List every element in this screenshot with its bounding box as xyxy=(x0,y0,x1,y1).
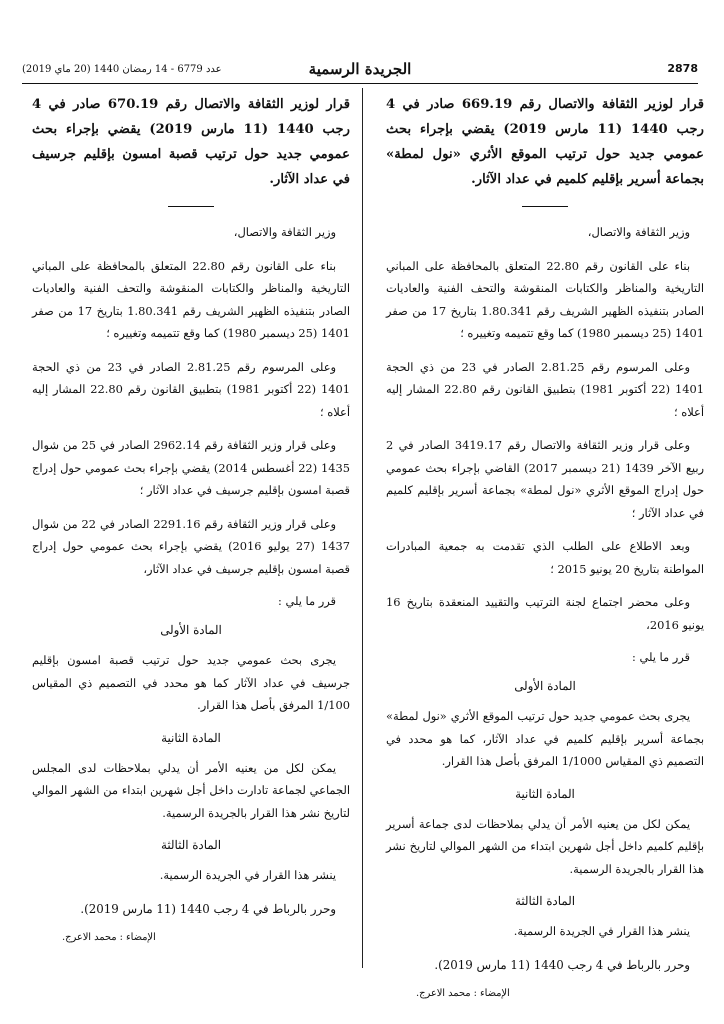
done-at-line: وحرر بالرباط في 4 رجب 1440 (11 مارس 2019). xyxy=(434,957,690,972)
article-text: ينشر هذا القرار في الجريدة الرسمية. xyxy=(159,868,336,882)
page-number: 2878 xyxy=(667,62,698,75)
decree-670-column xyxy=(32,92,350,943)
decides-line: قرر ما يلي : xyxy=(278,594,336,608)
title-separator xyxy=(522,206,568,207)
preamble-paragraph: وعلى المرسوم رقم 2.81.25 الصادر في 23 من ذي الحجة 1401 (22 أكتوبر 1981) بتطبيق القانون رقم 22.80 المشار إليه أعلاه ؛ xyxy=(32,359,350,419)
done-at-line: وحرر بالرباط في 4 رجب 1440 (11 مارس 2019). xyxy=(80,901,336,916)
preamble-paragraph: وعلى قرار وزير الثقافة والاتصال رقم 3419.17 الصادر في 2 ربيع الآخر 1439 (21 ديسمبر 2017) القاضي بإجراء بحث عمومي حول إدراج الموقع الأثري «نول لمطة» بجماعة أسرير بإقليم كلميم في عداد الآثار ؛ xyxy=(386,438,704,520)
preamble-paragraph: وبعد الاطلاع على الطلب الذي تقدمت به جمعية المبادرات المواطنة بتاريخ 20 يونيو 2015 ؛ xyxy=(386,539,704,576)
article-text: يمكن لكل من يعنيه الأمر أن يدلي بملاحظات لدى المجلس الجماعي لجماعة تادارت داخل أجل شهرين ابتداء من الشهر الموالي لتاريخ نشر هذا القرار بالجريدة الرسمية. xyxy=(32,760,350,820)
preamble-paragraph: بناء على القانون رقم 22.80 المتعلق بالمحافظة على المباني التاريخية والمناظر والكتابات المنقوشة والتحف الفنية والعاديات الصادر بتنفيذه الظهير الشريف رقم 1.80.341 بتاريخ 17 من صفر 1401 (25 ديسمبر 1980) كما وقع تتميمه وتغييره ؛ xyxy=(386,258,705,340)
preamble-paragraph: وعلى محضر اجتماع لجنة الترتيب والتقييد المنعقدة بتاريخ 16 يونيو 2016، xyxy=(386,595,704,632)
signature: الإمضاء : محمد الاعرج. xyxy=(416,987,510,999)
signature: الإمضاء : محمد الاعرج. xyxy=(62,931,156,943)
preamble-paragraph: وعلى قرار وزير الثقافة رقم 2291.16 الصادر في 22 من شوال 1437 (27 يوليو 2016) يقضي بإجراء بحث عمومي حول إدراج قصبة امسون بإقليم جرسيف في عداد الآثار، xyxy=(32,516,350,576)
page-header xyxy=(22,60,698,82)
article-heading: المادة الأولى xyxy=(160,623,222,637)
column-divider xyxy=(362,88,363,968)
preamble-paragraph: وعلى المرسوم رقم 2.81.25 الصادر في 23 من ذي الحجة 1401 (22 أكتوبر 1981) بتطبيق القانون رقم 22.80 المشار إليه أعلاه ؛ xyxy=(386,359,704,419)
header-rule xyxy=(22,83,698,84)
preamble-paragraph: وعلى قرار وزير الثقافة رقم 2962.14 الصادر في 25 من شوال 1435 (22 أغسطس 2014) يقضي بإجراء بحث عمومي حول إدراج قصبة امسون بإقليم جرسيف في عداد الآثار ؛ xyxy=(32,438,350,497)
article-text: ينشر هذا القرار في الجريدة الرسمية. xyxy=(513,924,690,938)
article-text: يجرى بحث عمومي جديد حول ترتيب قصبة امسون بإقليم جرسيف في عداد الآثار كما هو محدد في التصميم ذي المقياس 1/100 المرفق بأصل هذا القرار. xyxy=(32,653,350,712)
title-separator xyxy=(168,206,214,207)
preamble-paragraph: بناء على القانون رقم 22.80 المتعلق بالمحافظة على المباني التاريخية والمناظر والكتابات المنقوشة والتحف الفنية والعاديات الصادر بتنفيذه الظهير الشريف رقم 1.80.341 بتاريخ 17 من صفر 1401 (25 ديسمبر 1980) كما وقع تتميمه وتغييره ؛ xyxy=(32,258,351,340)
article-heading: المادة الثانية xyxy=(515,786,575,801)
article-text: يجرى بحث عمومي جديد حول ترتيب الموقع الأثري «نول لمطة» بجماعة أسرير بإقليم كلميم في عداد الآثار، كما هو محدد في التصميم ذي المقياس 1/1000 المرفق بأصل هذا القرار. xyxy=(386,709,704,768)
publication-title: الجريدة الرسمية xyxy=(308,60,412,78)
article-heading: المادة الثالثة xyxy=(515,894,575,908)
decree-title: قرار لوزير الثقافة والاتصال رقم 669.19 صادر في 4 رجب 1440 (11 مارس 2019) يقضي بإجراء بحث عمومي جديد حول ترتيب الموقع الأثري «نول لمطة» بجماعة أسرير بإقليم كلميم في عداد الآثار. xyxy=(386,97,705,187)
decides-line: قرر ما يلي : xyxy=(632,650,690,664)
article-heading: المادة الثانية xyxy=(161,730,221,745)
minister-line: وزير الثقافة والاتصال، xyxy=(587,225,690,239)
decree-669-column xyxy=(386,92,704,999)
minister-line: وزير الثقافة والاتصال، xyxy=(233,225,336,239)
article-text: يمكن لكل من يعنيه الأمر أن يدلي بملاحظات لدى جماعة أسرير بإقليم كلميم داخل أجل شهرين ابتداء من الشهر الموالي لتاريخ نشر هذا القرار بالجريدة الرسمية. xyxy=(386,816,704,876)
article-heading: المادة الأولى xyxy=(514,679,576,693)
article-heading: المادة الثالثة xyxy=(161,838,221,852)
issue-info: عدد 6779 - 14 رمضان 1440 (20 ماي 2019) xyxy=(22,64,222,75)
decree-title: قرار لوزير الثقافة والاتصال رقم 670.19 صادر في 4 رجب 1440 (11 مارس 2019) يقضي بإجراء بحث عمومي جديد حول ترتيب قصبة امسون بإقليم جرسيف في عداد الآثار. xyxy=(32,97,351,187)
